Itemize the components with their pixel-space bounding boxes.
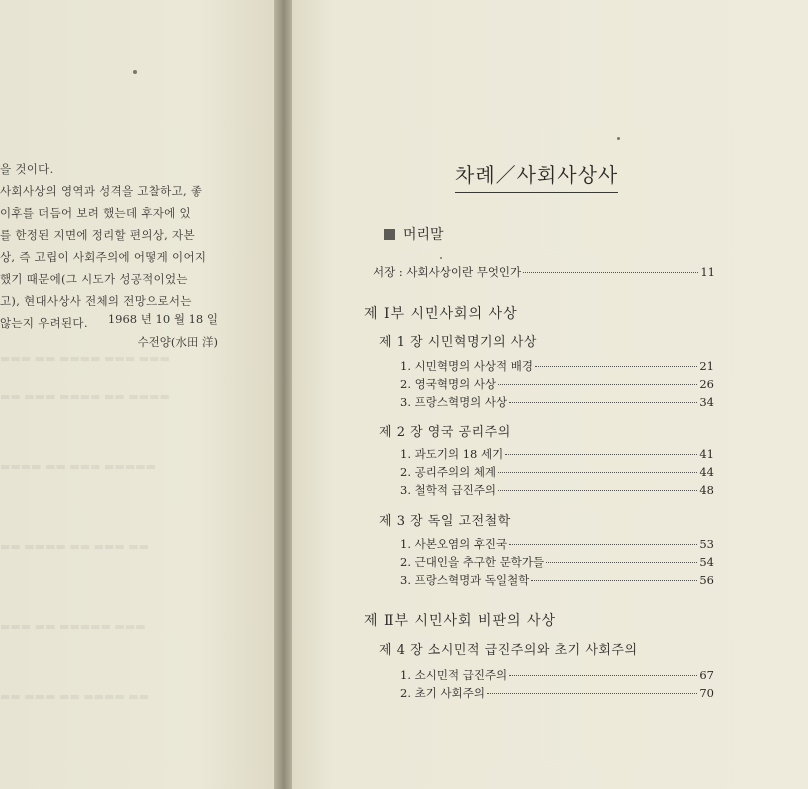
body-text-line: 상, 즉 고립이 사회주의에 어떻게 이어지 bbox=[0, 250, 207, 264]
leader-dots bbox=[509, 402, 697, 403]
toc-entry-intro bbox=[373, 264, 715, 280]
left-page bbox=[0, 0, 282, 789]
toc-entry bbox=[400, 358, 714, 374]
toc-entry-label: 1. 소시민적 급진주의 bbox=[400, 668, 508, 682]
toc-page-number: 48 bbox=[699, 483, 714, 497]
leader-dots bbox=[487, 693, 697, 694]
right-page bbox=[292, 0, 808, 789]
body-text-line: 않는지 우려된다. bbox=[0, 316, 88, 330]
ink-speck bbox=[440, 257, 442, 259]
part-heading: 제 Ⅱ부 시민사회 비판의 사상 bbox=[364, 613, 557, 629]
toc-entry-label: 1. 과도기의 18 세기 bbox=[400, 447, 504, 461]
ink-speck bbox=[617, 137, 620, 140]
toc-page-number: 70 bbox=[699, 686, 714, 700]
leader-dots bbox=[509, 544, 697, 545]
toc-entry-label: 3. 철학적 급진주의 bbox=[400, 483, 497, 497]
leader-dots bbox=[531, 580, 697, 581]
toc-entry-label: 2. 근대인을 추구한 문학가들 bbox=[400, 555, 545, 569]
part-heading: 제 Ⅰ부 시민사회의 사상 bbox=[364, 306, 518, 322]
bleed-through-text: ▬▬ ▬▬▬ ▬▬ ▬▬▬▬ ▬▬ bbox=[0, 690, 150, 703]
body-text-line: 사회사상의 영역과 성격을 고찰하고, 좋 bbox=[0, 184, 203, 198]
toc-page-number: 67 bbox=[699, 668, 714, 682]
toc-page-number: 26 bbox=[699, 377, 714, 391]
toc-entry-label: 1. 사본오염의 후진국 bbox=[400, 537, 508, 551]
toc-entry-label: 서장 : 사회사상이란 무엇인가 bbox=[373, 265, 522, 279]
toc-entry-label: 2. 영국혁명의 사상 bbox=[400, 377, 497, 391]
toc-page-number: 56 bbox=[699, 573, 714, 587]
toc-page-number: 44 bbox=[699, 465, 714, 479]
toc-page-number: 53 bbox=[699, 537, 714, 551]
toc-entry bbox=[400, 685, 714, 701]
body-text-line: 고), 현대사상사 전체의 전망으로서는 bbox=[0, 294, 192, 308]
toc-page-number: 34 bbox=[699, 395, 714, 409]
body-text-line: 이후를 더듬어 보려 했는데 후자에 있 bbox=[0, 206, 191, 220]
leader-dots bbox=[523, 272, 698, 273]
chapter-heading: 제 1 장 시민혁명기의 사상 bbox=[379, 335, 537, 350]
bleed-through-text: ▬▬▬ ▬▬ ▬▬▬▬ ▬▬▬ ▬▬▬ bbox=[0, 352, 170, 365]
ink-speck bbox=[133, 70, 137, 74]
leader-dots bbox=[509, 675, 697, 676]
toc-page-number: 54 bbox=[699, 555, 714, 569]
leader-dots bbox=[505, 454, 697, 455]
toc-entry bbox=[400, 464, 714, 480]
toc-entry bbox=[400, 394, 714, 410]
page-title: 차례／사회사상사 bbox=[455, 159, 618, 193]
toc-entry bbox=[400, 376, 714, 392]
leader-dots bbox=[498, 384, 697, 385]
chapter-heading: 제 4 장 소시민적 급진주의와 초기 사회주의 bbox=[379, 643, 638, 658]
toc-entry bbox=[400, 482, 714, 498]
square-bullet-icon bbox=[384, 229, 395, 240]
leader-dots bbox=[498, 472, 697, 473]
toc-entry bbox=[400, 554, 714, 570]
toc-entry bbox=[400, 572, 714, 588]
leader-dots bbox=[546, 562, 697, 563]
preface-label: 머리말 bbox=[403, 227, 444, 243]
bleed-through-text: ▬▬ ▬▬▬▬ ▬▬ ▬▬▬ ▬▬ bbox=[0, 540, 150, 553]
chapter-heading: 제 3 장 독일 고전철학 bbox=[379, 514, 511, 529]
bleed-through-text: ▬▬▬▬ ▬▬ ▬▬▬ ▬▬▬▬▬ bbox=[0, 460, 156, 473]
date-line: 1968 년 10 월 18 일 bbox=[107, 312, 218, 326]
toc-entry-label: 3. 프랑스혁명과 독일철학 bbox=[400, 573, 530, 587]
toc-entry bbox=[400, 667, 714, 683]
chapter-heading: 제 2 장 영국 공리주의 bbox=[379, 425, 511, 440]
toc-entry bbox=[400, 446, 714, 462]
toc-entry-label: 3. 프랑스혁명의 사상 bbox=[400, 395, 508, 409]
toc-entry-label: 2. 공리주의의 체계 bbox=[400, 465, 497, 479]
leader-dots bbox=[498, 490, 697, 491]
leader-dots bbox=[535, 366, 697, 367]
body-text-line: 을 것이다. bbox=[0, 162, 54, 176]
toc-page-number: 41 bbox=[699, 447, 714, 461]
toc-page-number: 11 bbox=[700, 265, 715, 279]
body-text-line: 를 한정된 지면에 정리할 편의상, 자본 bbox=[0, 228, 195, 242]
toc-entry-label: 2. 초기 사회주의 bbox=[400, 686, 485, 700]
bleed-through-text: ▬▬ ▬▬▬ ▬▬▬▬ ▬▬ ▬▬▬▬ bbox=[0, 390, 170, 403]
toc-entry bbox=[400, 536, 714, 552]
bleed-through-text: ▬▬▬ ▬▬ ▬▬▬▬▬ ▬▬▬ bbox=[0, 620, 146, 633]
body-text-line: 했기 때문에(그 시도가 성공적이었는 bbox=[0, 272, 188, 286]
toc-page-number: 21 bbox=[699, 359, 714, 373]
toc-entry-label: 1. 시민혁명의 사상적 배경 bbox=[400, 359, 534, 373]
author-signature: 수전양(水田 洋) bbox=[137, 335, 218, 349]
preface-heading bbox=[384, 224, 444, 244]
